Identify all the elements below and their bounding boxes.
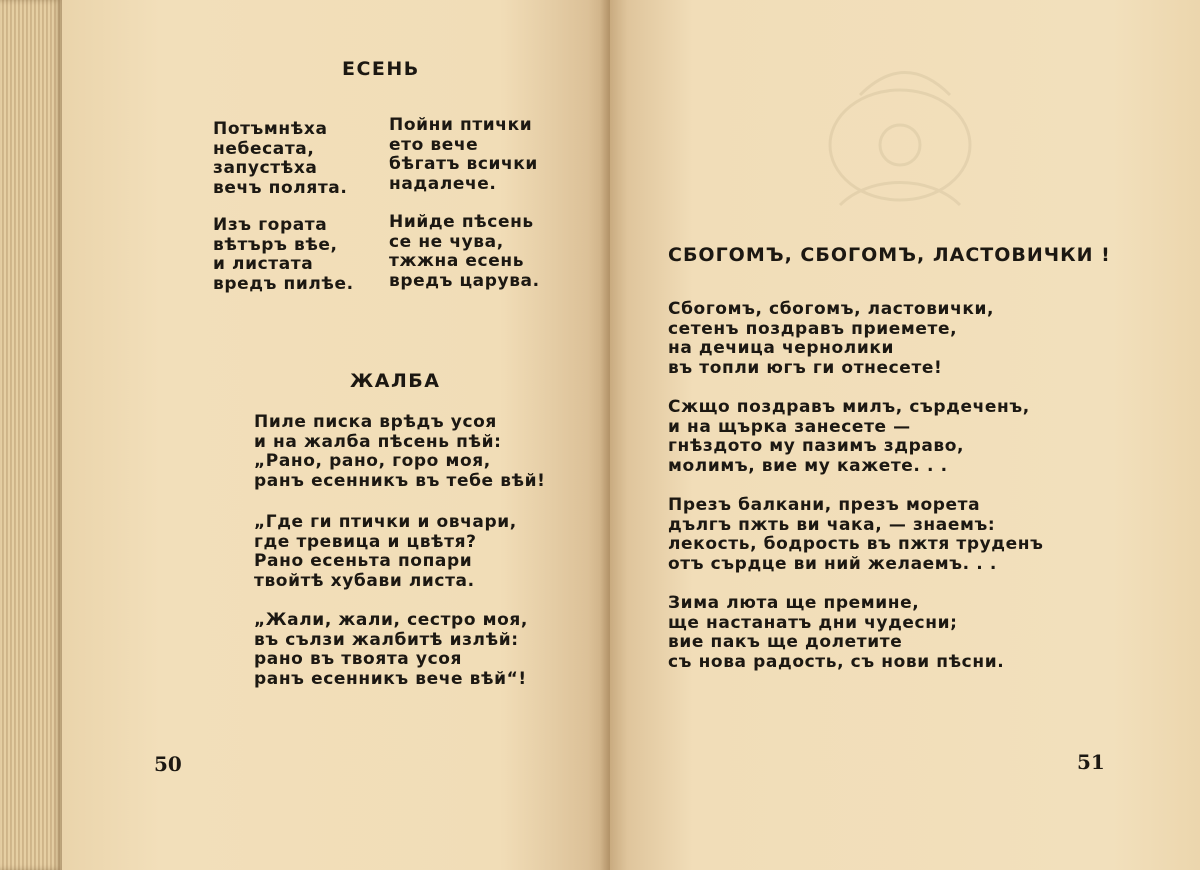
sbogom-stanza-1 bbox=[668, 300, 994, 378]
poem-line: и на щърка занесете — bbox=[668, 416, 911, 437]
poem-line: се не чува, bbox=[389, 231, 504, 252]
esen-stanza-2-right bbox=[389, 213, 540, 291]
poem-line: и на жалба пѣсень пѣй: bbox=[254, 431, 502, 452]
poem-line: сетенъ поздравъ приемете, bbox=[668, 318, 958, 339]
poem-line: надалече. bbox=[389, 173, 497, 194]
poem-line: вредъ царува. bbox=[389, 270, 540, 291]
poem-line: ранъ есенникъ вече вѣй“! bbox=[254, 668, 527, 689]
zhalba-stanza-1 bbox=[254, 413, 546, 491]
poem-line: твойтѣ хубави листа. bbox=[254, 570, 475, 591]
sbogom-stanza-4 bbox=[668, 594, 1004, 672]
poem-line: ранъ есенникъ въ тебе вѣй! bbox=[254, 470, 546, 491]
poem-line: „Где ги птички и овчари, bbox=[254, 512, 517, 532]
esen-stanza-2-left bbox=[213, 216, 354, 294]
poem-line: на дечица чернолики bbox=[668, 338, 894, 358]
poem-line: Нийде пѣсень bbox=[389, 212, 534, 232]
poem-line: „Жали, жали, сестро моя, bbox=[254, 610, 528, 630]
sbogom-stanza-3 bbox=[668, 496, 1043, 574]
zhalba-stanza-3 bbox=[254, 611, 528, 689]
poem-line: ще настанатъ дни чудесни; bbox=[668, 612, 958, 633]
esen-stanza-1-left bbox=[213, 120, 347, 198]
poem-line: Изъ гората bbox=[213, 215, 328, 235]
poem-line: ето вече bbox=[389, 134, 479, 155]
poem-line: Пиле писка врѣдъ усоя bbox=[254, 412, 497, 432]
poem-line: лекость, бодрость въ пжтя труденъ bbox=[668, 534, 1044, 554]
poem-line: бѣгатъ всички bbox=[389, 154, 538, 174]
page-number-right: 51 bbox=[1077, 750, 1105, 774]
poem-line: „Рано, рано, горо моя, bbox=[254, 451, 491, 471]
page-number-left: 50 bbox=[154, 752, 182, 776]
left-page bbox=[62, 0, 610, 870]
poem-line: вредъ пилѣе. bbox=[213, 273, 354, 294]
zhalba-stanza-2 bbox=[254, 513, 517, 591]
poem-line: въ сълзи жалбитѣ излѣй: bbox=[254, 629, 519, 650]
poem-title-zhalba: ЖАЛБА bbox=[350, 370, 441, 392]
poem-line: вечъ полята. bbox=[213, 177, 348, 198]
poem-line: Зима люта ще премине, bbox=[668, 593, 920, 613]
poem-line: запустѣха bbox=[213, 158, 318, 178]
esen-stanza-1-right bbox=[389, 116, 538, 194]
poem-line: Презъ балкани, презъ морета bbox=[668, 495, 981, 515]
poem-line: Пойни птички bbox=[389, 115, 533, 135]
poem-line: рано въ твоята усоя bbox=[254, 649, 463, 669]
page-edges bbox=[0, 0, 62, 870]
poem-line: тжжна есень bbox=[389, 251, 525, 271]
poem-line: молимъ, вие му кажете. . . bbox=[668, 455, 948, 476]
sbogom-stanza-2 bbox=[668, 398, 1030, 476]
poem-line: съ нова радость, съ нови пѣсни. bbox=[668, 651, 1005, 672]
poem-line: вѣтъръ вѣе, bbox=[213, 234, 338, 255]
poem-line: Сбогомъ, сбогомъ, ластовички, bbox=[668, 299, 995, 319]
poem-title-esen: ЕСЕНЬ bbox=[342, 58, 420, 80]
right-page bbox=[610, 0, 1200, 870]
poem-line: гнѣздото му пазимъ здраво, bbox=[668, 436, 965, 456]
poem-line: Рано есеньта попари bbox=[254, 551, 473, 571]
poem-line: вие пакъ ще долетите bbox=[668, 632, 903, 652]
poem-line: въ топли югъ ги отнесете! bbox=[668, 357, 943, 378]
poem-line: и листата bbox=[213, 254, 314, 274]
poem-line: Сжщо поздравъ милъ, сърдеченъ, bbox=[668, 397, 1030, 417]
poem-line: Потъмнѣха bbox=[213, 119, 328, 139]
poem-line: небесата, bbox=[213, 138, 315, 159]
poem-line: дългъ пжть ви чака, — знаемъ: bbox=[668, 514, 996, 535]
poem-line: где тревица и цвѣтя? bbox=[254, 531, 477, 552]
poem-line: отъ сърдце ви ний желаемъ. . . bbox=[668, 553, 997, 574]
poem-title-sbogom: СБОГОМЪ, СБОГОМЪ, ЛАСТОВИЧКИ ! bbox=[668, 244, 1111, 266]
